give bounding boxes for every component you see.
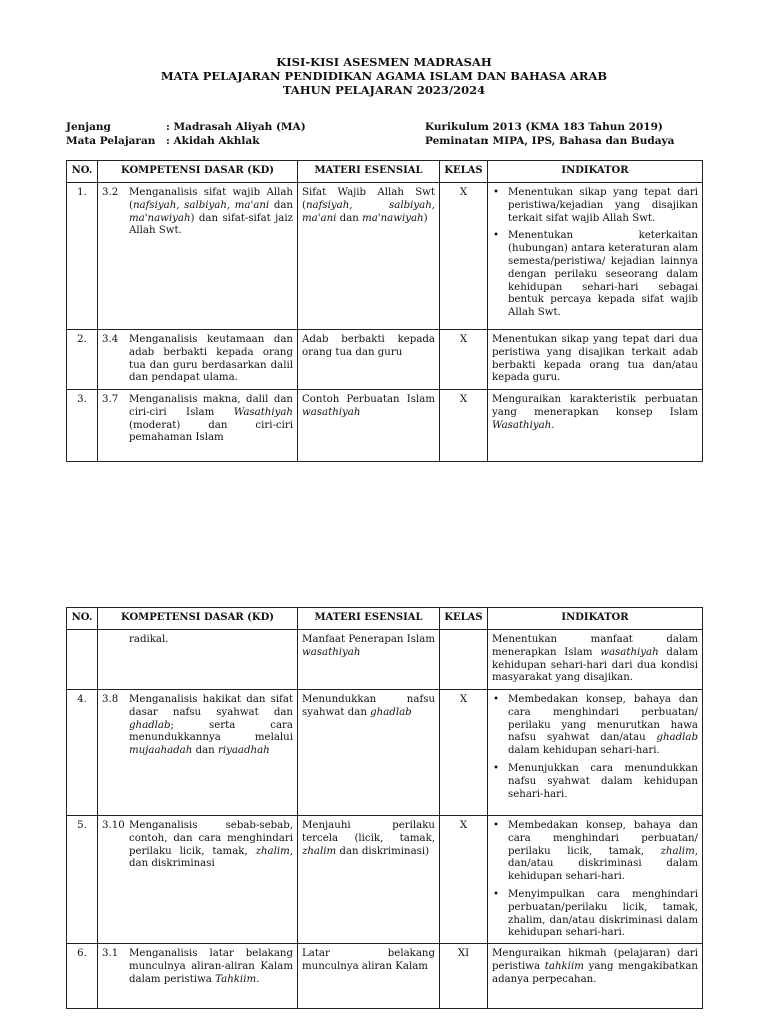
table-row bbox=[67, 944, 703, 1009]
kurikulum-label: Kurikulum bbox=[425, 121, 489, 133]
col-indikator-header: INDIKATOR bbox=[488, 161, 703, 183]
row-number bbox=[67, 630, 98, 690]
kd-text: radikal. bbox=[129, 634, 169, 645]
kompetensi-dasar bbox=[98, 330, 298, 390]
row-number: 1. bbox=[67, 183, 98, 330]
mapel-label: Mata Pelajaran bbox=[66, 135, 156, 147]
kompetensi-dasar bbox=[98, 183, 298, 330]
col-materi-header: MATERI ESENSIAL bbox=[298, 161, 440, 183]
kelas: X bbox=[440, 690, 488, 816]
materi-esensial: Menjauhi perilaku tercela (licik, tamak, zhalim dan diskriminasi) bbox=[298, 816, 440, 944]
row-number: 2. bbox=[67, 330, 98, 390]
table-body-1 bbox=[67, 183, 703, 462]
materi-esensial: Adab berbakti kepada orang tua dan guru bbox=[298, 330, 440, 390]
title-line-2: MATA PELAJARAN PENDIDIKAN AGAMA ISLAM DAN BAHASA ARAB bbox=[160, 69, 608, 83]
kompetensi-dasar bbox=[98, 690, 298, 816]
kd-number: 3.8 bbox=[102, 694, 119, 705]
indikator bbox=[488, 690, 703, 816]
kelas: X bbox=[440, 390, 488, 462]
table-row bbox=[67, 816, 703, 944]
row-number: 3. bbox=[67, 390, 98, 462]
row-number: 6. bbox=[67, 944, 98, 1009]
kd-number: 3.2 bbox=[102, 187, 119, 198]
col-kelas-header: KELAS bbox=[440, 608, 488, 630]
indikator: Menguraikan karakteristik perbuatan yang menerapkan konsep Islam Wasathiyah. bbox=[488, 390, 703, 462]
peminatan-label: Peminatan bbox=[425, 135, 489, 147]
materi-esensial: Contoh Perbuatan Islam wasathiyah bbox=[298, 390, 440, 462]
materi-esensial: Menundukkan nafsu syahwat dan ghadlab bbox=[298, 690, 440, 816]
kd-content bbox=[102, 948, 293, 986]
table-row bbox=[67, 630, 703, 690]
kd-text: Menganalisis makna, dalil dan ciri-ciri Islam Wasathiyah (moderat) dan ciri-ciri pemahaman Islam bbox=[129, 394, 293, 444]
title-line-3: TAHUN PELAJARAN 2023/2024 bbox=[282, 83, 486, 97]
kd-text: Menganalisis sebab-sebab, contoh, dan cara menghindari perilaku licik, tamak, zhalim, dan diskriminasi bbox=[129, 820, 293, 870]
kd-number: 3.7 bbox=[102, 394, 119, 405]
kd-content bbox=[102, 634, 293, 647]
indikator-item: • Menentukan keterkaitan (hubungan) antara keteraturan alam semesta/peristiwa/ kejadian lainnya dengan perilaku seseorang dalam kehidupan sehari-hari sebagai bentuk percaya kepada sifat wajib Allah Swt. bbox=[492, 230, 698, 320]
indikator bbox=[488, 816, 703, 944]
kelas bbox=[440, 630, 488, 690]
kd-number: 3.10 bbox=[102, 820, 125, 831]
kd-content bbox=[102, 694, 293, 758]
meta-left bbox=[66, 120, 306, 148]
kd-content bbox=[102, 394, 293, 445]
indikator-item: • Menentukan sikap yang tepat dari peristiwa/kejadian yang disajikan terkait sifat wajib Allah Swt. bbox=[492, 187, 698, 225]
kd-text: Menganalisis sifat wajib Allah (nafsiyah, salbiyah, ma'ani dan ma'nawiyah) dan sifat-sifat jaiz Allah Swt. bbox=[129, 187, 293, 237]
col-indikator-header: INDIKATOR bbox=[488, 608, 703, 630]
kompetensi-dasar bbox=[98, 816, 298, 944]
col-kd-header: KOMPETENSI DASAR (KD) bbox=[98, 608, 298, 630]
document-title bbox=[0, 55, 768, 97]
col-kelas-header: KELAS bbox=[440, 161, 488, 183]
kd-number: 3.1 bbox=[102, 948, 119, 960]
col-no-header: NO. bbox=[67, 608, 98, 630]
materi-esensial: Sifat Wajib Allah Swt (nafsiyah, salbiyah, ma'ani dan ma'nawiyah) bbox=[298, 183, 440, 330]
indikator-list bbox=[492, 820, 698, 940]
table-row bbox=[67, 390, 703, 462]
kd-number: 3.4 bbox=[102, 334, 119, 345]
peminatan-value: : MIPA, IPS, Bahasa dan Budaya bbox=[485, 135, 675, 147]
indikator-list bbox=[492, 694, 698, 801]
indikator-item: • Membedakan konsep, bahaya dan cara menghindari perbuatan/ perilaku yang menurutkan hawa nafsu syahwat dan/atau ghadlab dalam kehidupan sehari-hari. bbox=[492, 694, 698, 758]
table-row bbox=[67, 330, 703, 390]
kd-text: Menganalisis hakikat dan sifat dasar nafsu syahwat dan ghadlab; serta cara menundukkannya melalui mujaahadah dan riyaadhah bbox=[129, 694, 293, 757]
indikator bbox=[488, 183, 703, 330]
kelas: X bbox=[440, 816, 488, 944]
kd-text: Menganalisis keutamaan dan adab berbakti kepada orang tua dan guru berdasarkan dalil dan pendapat ulama. bbox=[129, 334, 293, 384]
table-body-2 bbox=[67, 630, 703, 1009]
kompetensi-dasar bbox=[98, 944, 298, 1009]
kd-text: Menganalisis latar belakang munculnya aliran-aliran Kalam dalam peristiwa Tahkiim. bbox=[129, 948, 293, 985]
materi-esensial: Latar belakang munculnya aliran Kalam bbox=[298, 944, 440, 1009]
kd-content bbox=[102, 187, 293, 238]
col-materi-header: MATERI ESENSIAL bbox=[298, 608, 440, 630]
kelas: X bbox=[440, 330, 488, 390]
row-number: 4. bbox=[67, 690, 98, 816]
col-no-header: NO. bbox=[67, 161, 98, 183]
kisi-table-2 bbox=[66, 607, 703, 1009]
kd-content bbox=[102, 334, 293, 385]
kompetensi-dasar bbox=[98, 630, 298, 690]
indikator-item: • Menyimpulkan cara menghindari perbuatan/perilaku licik, tamak, zhalim, dan/atau diskriminasi dalam kehidupan sehari-hari. bbox=[492, 889, 698, 940]
kelas: X bbox=[440, 183, 488, 330]
col-kd-header: KOMPETENSI DASAR (KD) bbox=[98, 161, 298, 183]
indikator: Menguraikan hikmah (pelajaran) dari peristiwa tahkiim yang mengakibatkan adanya perpecahan. bbox=[488, 944, 703, 1009]
row-number: 5. bbox=[67, 816, 98, 944]
indikator-item: • Menunjukkan cara menundukkan nafsu syahwat dalam kehidupan sehari-hari. bbox=[492, 763, 698, 801]
indikator: Menentukan sikap yang tepat dari dua peristiwa yang disajikan terkait adab berbakti kepada orang tua dan/atau kepada guru. bbox=[488, 330, 703, 390]
meta-right bbox=[425, 120, 674, 148]
table-header-row bbox=[67, 161, 703, 183]
jenjang-label: Jenjang bbox=[66, 121, 111, 133]
kurikulum-value: : 2013 (KMA 183 Tahun 2019) bbox=[485, 121, 663, 133]
materi-esensial: Manfaat Penerapan Islam wasathiyah bbox=[298, 630, 440, 690]
table-header-row bbox=[67, 608, 703, 630]
indikator: Menentukan manfaat dalam menerapkan Islam wasathiyah dalam kehidupan sehari-hari dari dua kondisi masyarakat yang disajikan. bbox=[488, 630, 703, 690]
mapel-value: : Akidah Akhlak bbox=[166, 135, 260, 147]
title-line-1: KISI-KISI ASESMEN MADRASAH bbox=[276, 55, 492, 69]
table-row bbox=[67, 183, 703, 330]
kd-content bbox=[102, 820, 293, 871]
table-row bbox=[67, 690, 703, 816]
kelas: XI bbox=[440, 944, 488, 1009]
kompetensi-dasar bbox=[98, 390, 298, 462]
jenjang-value: : Madrasah Aliyah (MA) bbox=[166, 121, 306, 133]
indikator-item: • Membedakan konsep, bahaya dan cara menghindari perbuatan/ perilaku licik, tamak, zhalim, dan/atau diskriminasi dalam kehidupan sehari-hari. bbox=[492, 820, 698, 884]
kisi-table-1 bbox=[66, 160, 703, 462]
indikator-list bbox=[492, 187, 698, 320]
